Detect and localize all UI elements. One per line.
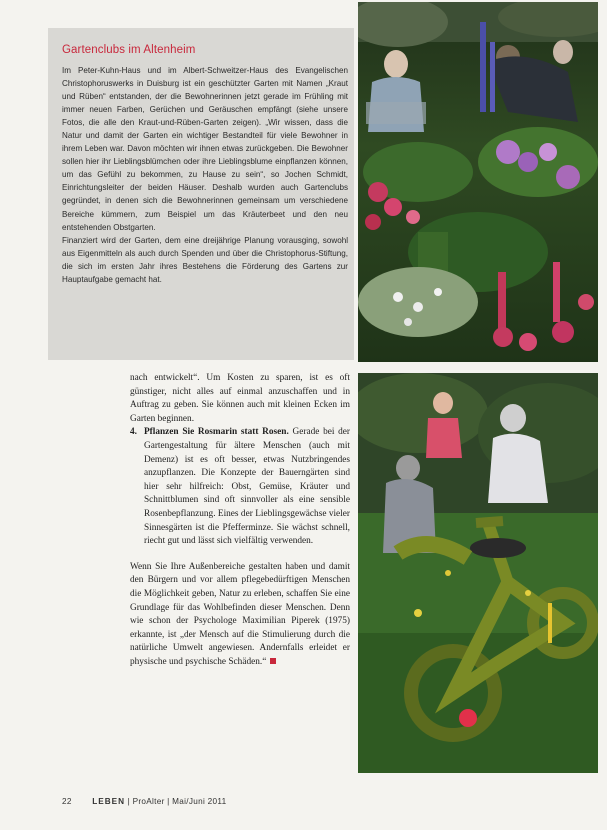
end-mark (270, 658, 276, 664)
tip-item-4 (130, 426, 350, 548)
tip-heading: Pflanzen Sie Rosmarin statt Rosen. (144, 427, 289, 438)
tip-number: 4. (130, 427, 137, 438)
page-number: 22 (62, 797, 72, 806)
garden-flowers-photo (358, 2, 598, 362)
continuation-paragraph: nach entwickelt“. Um Kosten zu sparen, ist es oft günstiger, nicht alles auf einmal anzuschaffen und in Auftrag zu geben. Sie können auch mit kleinen Ecken im Garten beginnen. (130, 373, 350, 424)
section-name: LEBEN (92, 797, 126, 806)
sidebar-box-text (62, 64, 348, 286)
tips-list (130, 426, 350, 548)
tip-text: Gerade bei der Gartengestaltung für ältere Menschen (auch mit Demenz) ist es oft besser, etwas Nutzbringendes anzupflanzen. Die Konzepte der Bauerngärten sind hier sehr hilfreich: Obst, Gemüse, Kräuter und Schnittblumen sind oft sinnvoller als eine sensible Rosenbepflanzung. Eines der Lieblingsgewächse vieler Sinnesgärten ist die Pfefferminze. Sie wächst schnell, riecht gut und lässt sich vielfältig verwenden. (144, 427, 351, 547)
closing-paragraph-text: Wenn Sie Ihre Außenbereiche gestalten haben und damit den Bürgern und vor allem pflegebedürftigen Menschen die Möglichkeit geben, Natur zu erleben, schaffen Sie eine Grundlage für das Wohlbefinden dieser Menschen. Denn wie schon der Psychologe Maximilian Piperek (1975) erkannte, ist „der Mensch auf die Stimulierung durch die natürliche Umwelt angewiesen. Andernfalls erleidet er physische und psychische Schäden.“ (130, 561, 350, 667)
sidebar-box-paragraph-1: Im Peter-Kuhn-Haus und im Albert-Schweitzer-Haus des Evangelischen Christophoruswerks in Duisburg ist ein geschützter Garten mit Namen „Kraut und Rüben“ entstanden, der die Bewohnerinnen jetzt gerade im Frühling mit immer neuen Farben, Gerüchen und Geräuschen empfängt (siehe unsere Fotos, die alle den Kraut-und-Rüben-Garten zeigen). „Wir wissen, dass die Natur und damit der Garten ein wichtiger Bestandteil für viele Bewohner in ihrem Leben war. Davon möchten wir ihnen etwas zurückgeben. Die Bewohner sollen hier ihr Lieblingsblümchen oder ihre Lieblingsblume einpflanzen können, um das Gefühl zu bekommen, zu Hause zu sein“, so Jochen Schmidt, Einrichtungsleiter der beiden Häuser. Deshalb wurden auch Gartenclubs gegründet, in denen sich die Bewohnerinnen gemeinsam um verschiedene Bereiche kümmern, zum Beispiel um das Kräuterbeet und den neu entstehenden Obstgarten. (62, 66, 348, 232)
issue-info: | ProAlter | Mai/Juni 2011 (127, 797, 227, 806)
sidebar-box-title: Gartenclubs im Altenheim (62, 44, 196, 56)
page-footer (62, 797, 226, 806)
moss-bicycle-photo (358, 373, 598, 773)
sidebar-box (48, 28, 354, 360)
sidebar-box-paragraph-2: Finanziert wird der Garten, dem eine dreijährige Planung vorausging, sowohl aus Eigenmitteln als auch durch Spenden und über die Christophorus-Stiftung, die sich im ersten Jahr ihres Bestehens die Förderung des Gartens zur Hauptaufgabe gemacht hat. (62, 235, 348, 284)
closing-paragraph (130, 561, 350, 670)
article-column (130, 372, 350, 669)
